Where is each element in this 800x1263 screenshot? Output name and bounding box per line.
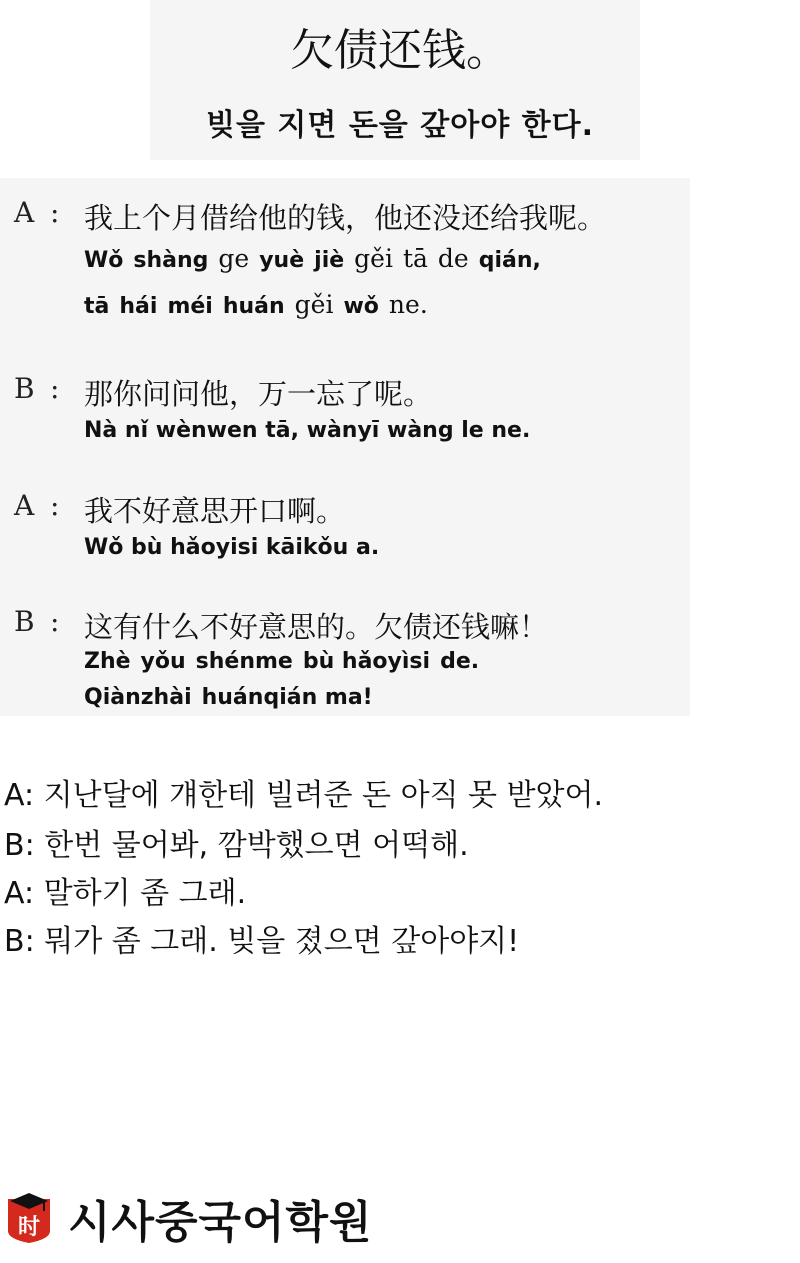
pinyin-word: Wǒ bù hǎoyisi kāikǒu a. (84, 535, 380, 560)
pinyin-word: huán (222, 294, 285, 319)
translation-line: A: 말하기 좀 그래. (4, 876, 247, 911)
pinyin-word: yuè (259, 248, 305, 273)
speaker-colon: : (50, 605, 60, 638)
pinyin-word: wǒ (343, 294, 379, 319)
pinyin-word: gěi (294, 290, 334, 319)
pinyin-word: de (437, 244, 469, 273)
pinyin-word: qián, (478, 248, 541, 273)
pinyin-word: bù hǎoyìsi (302, 649, 431, 674)
chinese-line: 我不好意思开口啊。 (84, 494, 346, 528)
pinyin-word: ge (218, 244, 250, 273)
pinyin-word: shénme (195, 649, 293, 674)
speaker-label: B (14, 605, 35, 638)
pinyin-word: méi (167, 294, 213, 319)
pinyin-word: Zhè (84, 649, 131, 674)
chinese-line: 我上个月借给他的钱，他还没还给我呢。 (84, 201, 607, 235)
translation-line: B: 뭐가 좀 그래. 빚을 졌으면 갚아야지! (4, 924, 520, 959)
speaker-colon: : (50, 372, 60, 405)
pinyin-word: de. (440, 649, 480, 674)
academy-name: 시사중국어학원 (68, 1197, 373, 1248)
speaker-colon: : (50, 196, 60, 229)
pinyin-word: Nà nǐ wènwen tā, wànyī wàng le ne. (84, 418, 531, 443)
pinyin-word: jiè (314, 248, 345, 273)
chinese-line: 这有什么不好意思的。欠债还钱嘛！ (84, 610, 549, 644)
pinyin-line (84, 649, 489, 674)
speaker-label: A (14, 489, 35, 522)
pinyin-line (84, 290, 438, 319)
pinyin-word: hái (119, 294, 158, 319)
pinyin-word: yǒu (140, 649, 186, 674)
emblem-glyph: 时 (17, 1214, 41, 1240)
pinyin-word: Wǒ (84, 248, 124, 273)
speaker-label: A (14, 196, 35, 229)
pinyin-word: Qiànzhài (84, 685, 192, 710)
pinyin-word: tā (402, 244, 428, 273)
title-chinese: 欠债还钱。 (290, 25, 510, 76)
translation-line: B: 한번 물어봐, 깜박했으면 어떡해. (4, 828, 469, 863)
pinyin-line (84, 685, 383, 710)
pinyin-line (84, 418, 540, 443)
pinyin-line (84, 244, 551, 273)
pinyin-word: gěi (354, 244, 393, 273)
pinyin-word: shàng (133, 248, 209, 273)
title-korean: 빚을 지면 돈을 갚아야 한다. (206, 108, 594, 143)
pinyin-word: huánqián ma! (201, 685, 373, 710)
pinyin-word: ne. (388, 290, 428, 319)
speaker-colon: : (50, 489, 60, 522)
pinyin-word: tā (84, 294, 110, 319)
translation-line: A: 지난달에 걔한테 빌려준 돈 아직 못 받았어. (4, 778, 604, 813)
academy-emblem-icon (2, 1191, 56, 1245)
pinyin-line (84, 535, 389, 560)
sisa-logo (2, 1188, 373, 1248)
speaker-label: B (14, 372, 35, 405)
chinese-line: 那你问问他，万一忘了呢。 (84, 377, 433, 411)
